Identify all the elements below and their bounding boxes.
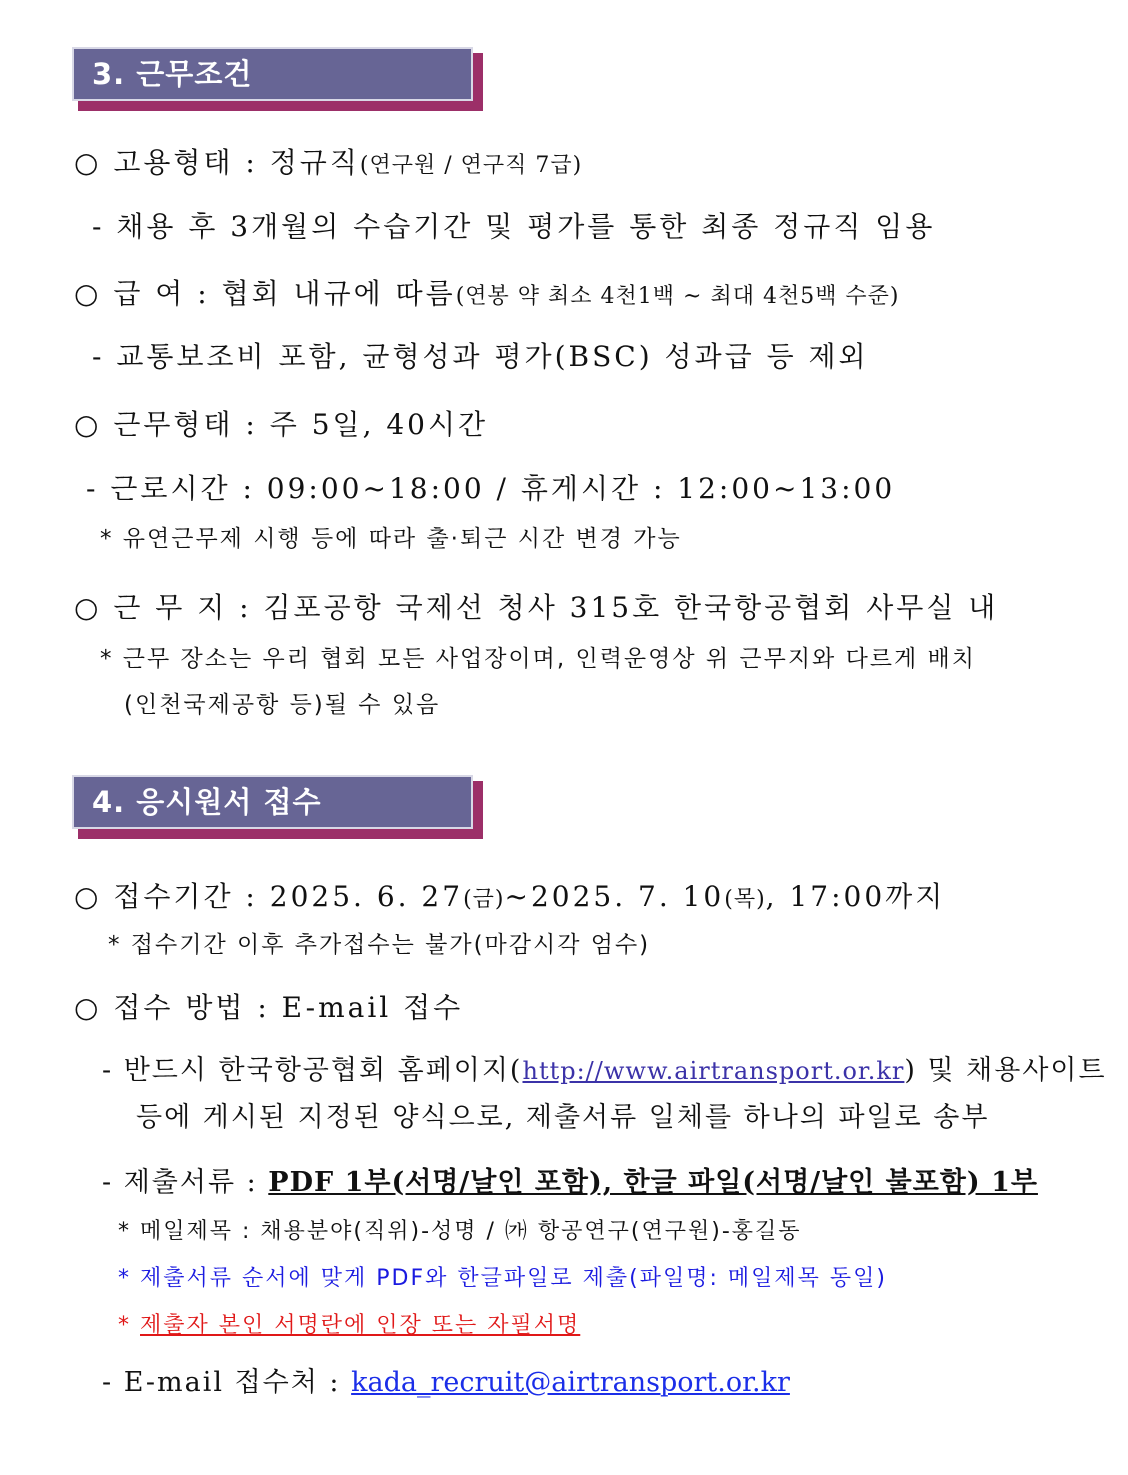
employment-line xyxy=(74,146,582,180)
employment-sub: - 채용 후 3개월의 수습기간 및 평가를 통한 최종 정규직 임용 xyxy=(92,210,936,243)
salary-sub: - 교통보조비 포함, 균형성과 평가(BSC) 성과급 등 제외 xyxy=(92,340,869,373)
employment-label: ○ 고용형태 : 정규직 xyxy=(74,146,360,179)
section-4-title: 4. 응시원서 접수 xyxy=(92,785,322,819)
signature-note-star: * xyxy=(118,1313,140,1338)
period-start-day: (금) xyxy=(463,887,505,912)
salary-label: ○ 급 여 : 협회 내규에 따름 xyxy=(74,277,456,310)
salary-line xyxy=(74,277,900,311)
method-sub-2: 등에 게시된 지정된 양식으로, 제출서류 일체를 하나의 파일로 송부 xyxy=(136,1102,990,1133)
worktype-sub: - 근로시간 : 09:00~18:00 / 휴게시간 : 12:00~13:00 xyxy=(86,472,896,505)
docs-line xyxy=(102,1167,1038,1199)
worktype-line: ○ 근무형태 : 주 5일, 40시간 xyxy=(74,408,489,441)
period-end: ~2025. 7. 10 xyxy=(504,880,725,913)
docs-label: - 제출서류 : xyxy=(102,1167,269,1198)
docs-value: PDF 1부(서명/날인 포함), 한글 파일(서명/날인 불포함) 1부 xyxy=(268,1167,1038,1198)
section-3-heading xyxy=(72,47,477,105)
method-sub-1 xyxy=(102,1055,1107,1087)
method-line: ○ 접수 방법 : E-mail 접수 xyxy=(74,991,464,1024)
mail-title-note: * 메일제목 : 채용분야(직위)-성명 / ㈎ 항공연구(연구원)-홍길동 xyxy=(118,1219,802,1244)
section-4-heading xyxy=(72,775,477,833)
email-link[interactable]: kada_recruit@airtransport.or.kr xyxy=(351,1367,790,1398)
signature-note-text: 제출자 본인 서명란에 인장 또는 자필서명 xyxy=(140,1313,581,1338)
method-sub-1-end: ) 및 채용사이트 xyxy=(904,1055,1107,1086)
period-end-day: (목) xyxy=(724,887,766,912)
email-label: - E-mail 접수처 : xyxy=(102,1367,352,1398)
period-start: ○ 접수기간 : 2025. 6. 27 xyxy=(74,880,464,913)
period-line xyxy=(74,880,945,914)
employment-detail: (연구원 / 연구직 7급) xyxy=(359,153,583,178)
location-note-1: * 근무 장소는 우리 협회 모든 사업장이며, 인력운영상 위 근무지와 다르게 배치 xyxy=(100,646,976,672)
section-3-title: 3. 근무조건 xyxy=(92,57,253,91)
salary-detail: (연봉 약 최소 4천1백 ~ 최대 4천5백 수준) xyxy=(455,284,900,309)
worktype-note: * 유연근무제 시행 등에 따라 출·퇴근 시간 변경 가능 xyxy=(100,526,682,552)
signature-note xyxy=(118,1313,580,1339)
location-note-2: (인천국제공항 등)될 수 있음 xyxy=(124,692,441,718)
period-note: * 접수기간 이후 추가접수는 불가(마감시각 엄수) xyxy=(108,932,651,958)
email-line xyxy=(102,1367,790,1399)
homepage-link[interactable]: http://www.airtransport.or.kr xyxy=(522,1057,905,1085)
order-note: * 제출서류 순서에 맞게 PDF와 한글파일로 제출(파일명: 메일제목 동일) xyxy=(118,1266,887,1291)
method-sub-1-start: - 반드시 한국항공협회 홈페이지( xyxy=(102,1055,523,1086)
location-line: ○ 근 무 지 : 김포공항 국제선 청사 315호 한국항공협회 사무실 내 xyxy=(74,591,999,624)
period-deadline: , 17:00까지 xyxy=(765,880,946,913)
